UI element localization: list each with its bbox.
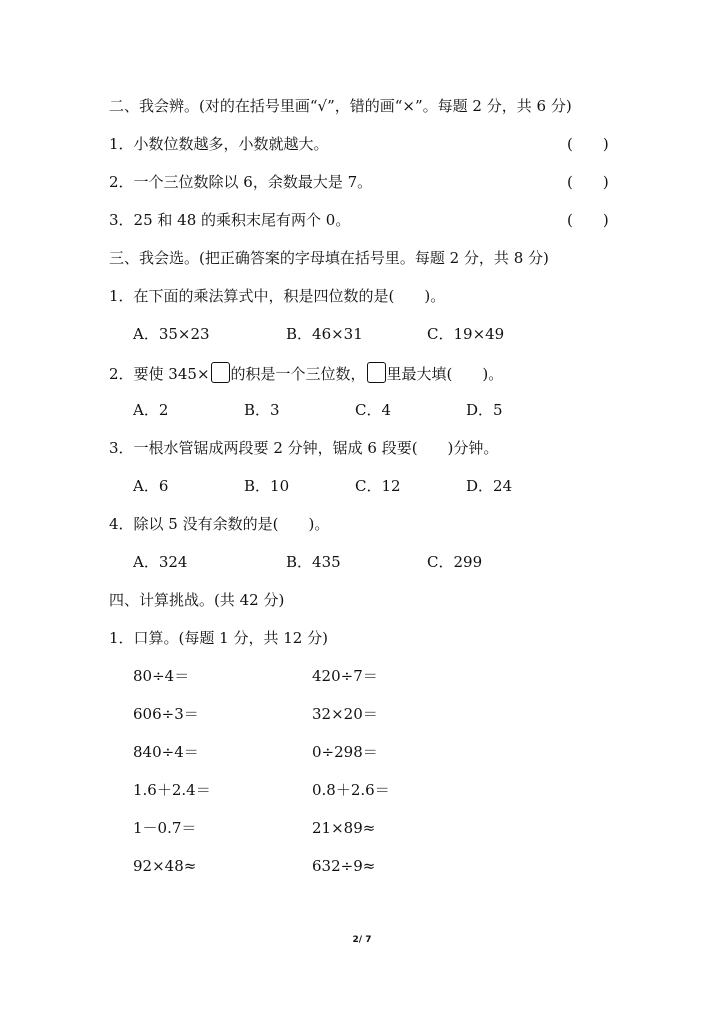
blank-box [367,362,386,383]
calc-item: 1.6＋2.4＝ [133,781,211,799]
q2-option-d: D．5 [466,401,503,419]
calc-item: 92×48≈ [133,857,197,875]
q1-option-a: A．35×23 [133,325,210,343]
choice-question-2 [109,362,503,384]
calc-item: 0.8＋2.6＝ [312,781,390,799]
q3-option-d: D．24 [466,477,513,495]
section-3-heading: 三、我会选。(把正确答案的字母填在括号里。每题 2 分，共 8 分) [109,249,549,267]
q2-text-c: 里最大填( )。 [386,365,504,383]
answer-paren-3: ( ) [567,211,609,229]
q2-option-b: B．3 [244,401,280,419]
choice-question-1: 1．在下面的乘法算式中，积是四位数的是( )。 [109,287,446,305]
answer-paren-1: ( ) [567,135,609,153]
page-number: 2/ 7 [352,935,372,945]
calc-item: 840÷4＝ [133,743,199,761]
q2-text-b: 的积是一个三位数， [230,365,366,383]
calc-item: 80÷4＝ [133,667,190,685]
choice-question-4: 4．除以 5 没有余数的是( )。 [109,515,330,533]
calc-item: 32×20＝ [312,705,378,723]
answer-paren-2: ( ) [567,173,609,191]
calc-item: 1－0.7＝ [133,819,197,837]
blank-box [211,362,230,383]
q4-option-b: B．435 [286,553,341,571]
calc-item: 420÷7＝ [312,667,378,685]
q3-option-c: C．12 [355,477,401,495]
q2-option-c: C．4 [355,401,392,419]
q2-text-a: 2．要使 345× [109,365,210,383]
oral-calc-subheading: 1．口算。(每题 1 分，共 12 分) [109,629,328,647]
q2-option-a: A．2 [133,401,169,419]
judge-item-1: 1．小数位数越多，小数就越大。 [109,135,329,153]
calc-item: 21×89≈ [312,819,376,837]
q1-option-b: B．46×31 [286,325,363,343]
calc-item: 606÷3＝ [133,705,199,723]
calc-item: 0÷298＝ [312,743,378,761]
judge-item-2: 2．一个三位数除以 6，余数最大是 7。 [109,173,373,191]
q1-option-c: C．19×49 [427,325,505,343]
calc-item: 632÷9≈ [312,857,376,875]
choice-question-3: 3．一根水管锯成两段要 2 分钟，锯成 6 段要( )分钟。 [109,439,499,457]
section-2-heading: 二、我会辨。(对的在括号里画“√”，错的画“×”。每题 2 分，共 6 分) [109,97,572,115]
q3-option-b: B．10 [244,477,290,495]
section-4-heading: 四、计算挑战。(共 42 分) [109,591,285,609]
q3-option-a: A．6 [133,477,169,495]
q4-option-c: C．299 [427,553,483,571]
q4-option-a: A．324 [133,553,188,571]
judge-item-3: 3．25 和 48 的乘积末尾有两个 0。 [109,211,351,229]
